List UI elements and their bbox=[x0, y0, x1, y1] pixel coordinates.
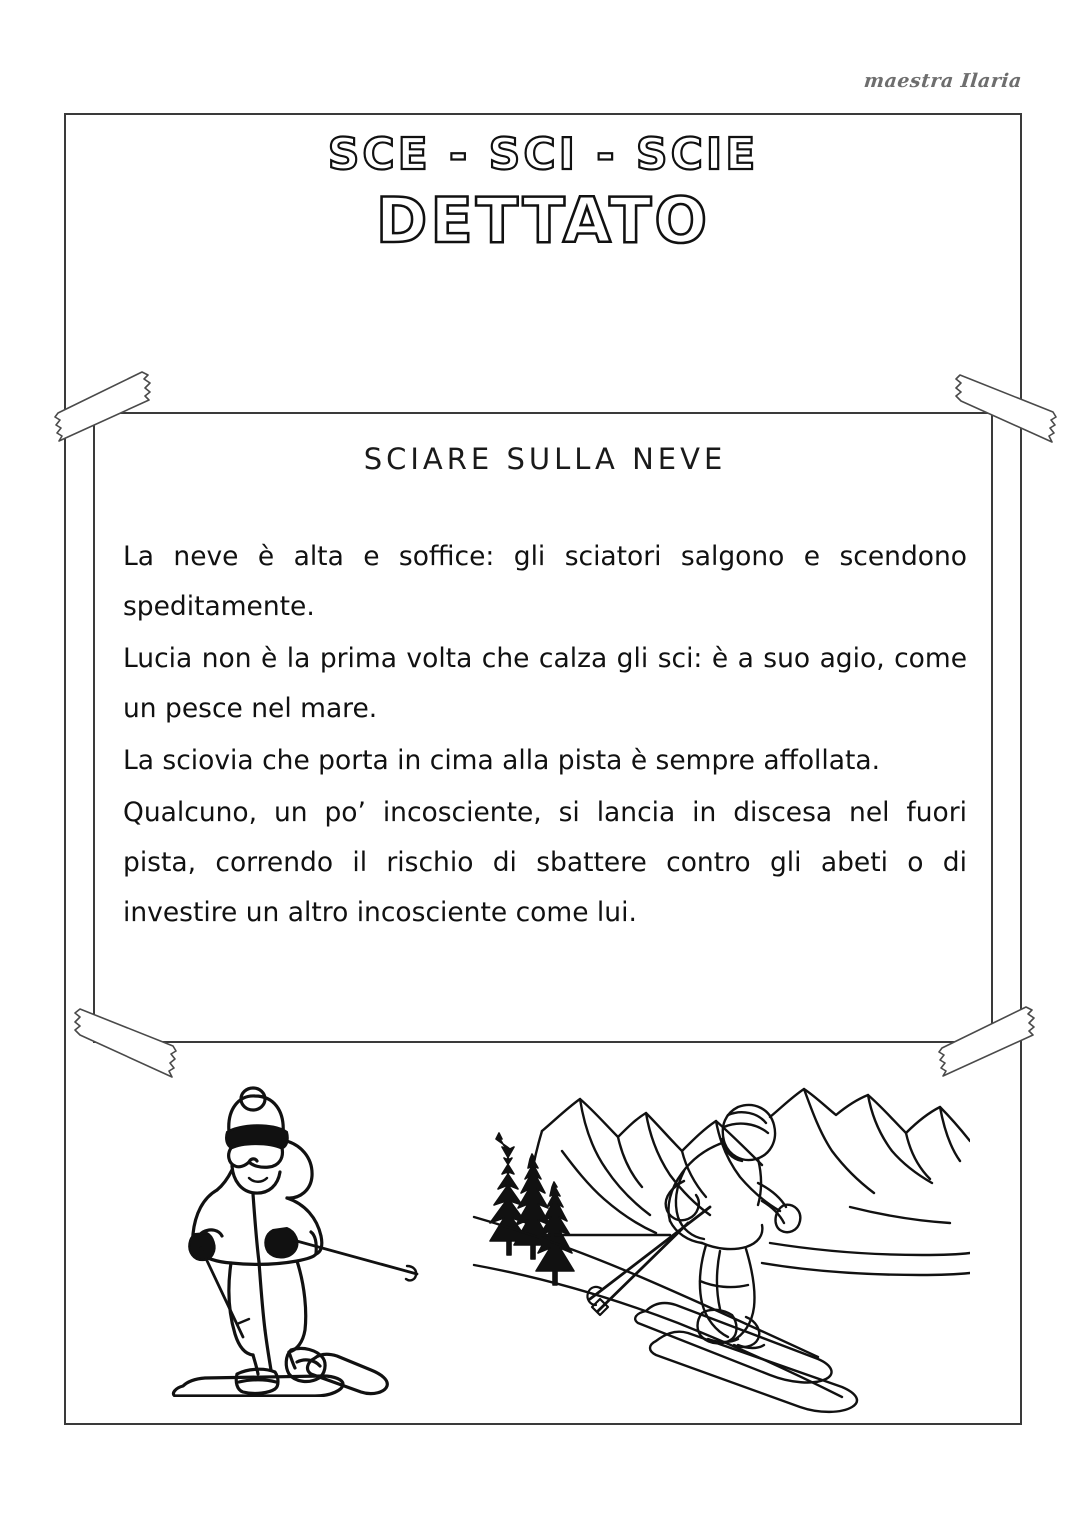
child-skier-standing-illustration bbox=[165, 1062, 455, 1397]
downhill-skier-mountain-illustration bbox=[470, 1055, 970, 1415]
dictation-paragraph: Qualcuno, un po’ incosciente, si lancia in discesa nel fuori pista, correndo il rischio di sbattere contro gli abeti o di investire un altro incosciente come lui. bbox=[123, 797, 967, 928]
dictation-text-body bbox=[123, 532, 967, 938]
dictation-paragraph: La sciovia che porta in cima alla pista è sempre affollata. bbox=[123, 745, 881, 776]
tape-top-left bbox=[44, 362, 184, 448]
tape-top-right bbox=[926, 362, 1066, 448]
dictation-heading: SCIARE SULLA NEVE bbox=[363, 442, 727, 476]
tape-bottom-left bbox=[44, 995, 184, 1081]
brand-watermark: maestra Ilaria bbox=[862, 70, 1024, 92]
dictation-panel bbox=[93, 412, 993, 1043]
title-exercise-line: DETTATO bbox=[375, 183, 711, 257]
title-topic-line: SCE - SCI - SCIE bbox=[327, 129, 759, 180]
dictation-paragraph: La neve è alta e soffice: gli sciatori salgono e scendono speditamente. bbox=[123, 541, 967, 622]
dictation-paragraph: Lucia non è la prima volta che calza gli sci: è a suo agio, come un pesce nel mare. bbox=[123, 643, 967, 724]
